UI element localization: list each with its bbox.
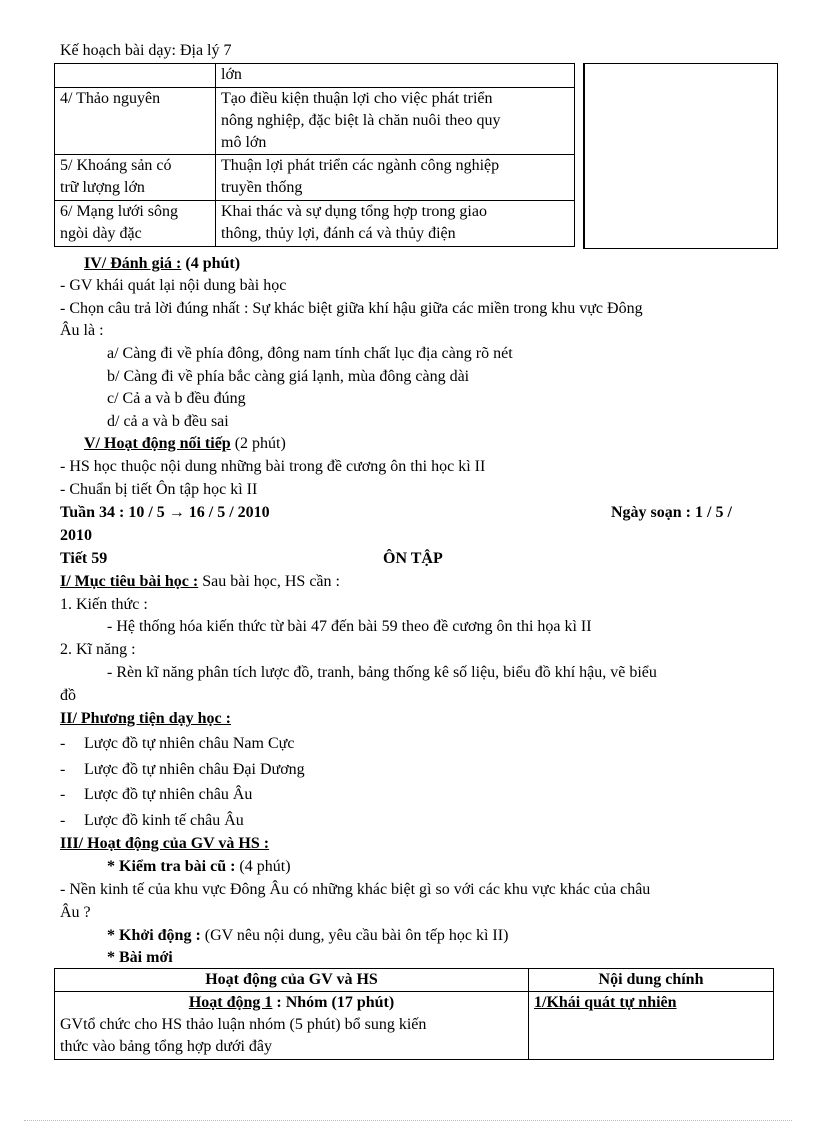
list-item: - Lược đồ tự nhiên châu Đại Dương [60,761,305,778]
table-cell: 4/ Thảo nguyên [55,88,216,155]
page-title: ÔN TẬP [383,550,443,567]
table-row [55,88,575,155]
list-item: - Lược đồ kinh tế châu Âu [60,812,244,829]
text-line: đồ [60,687,76,704]
page-header: Kế hoạch bài dạy: Địa lý 7 [60,42,232,59]
list-item: - Lược đồ tự nhiên châu Âu [60,786,253,803]
activity-table [54,968,774,1060]
period-label: Tiết 59 [60,550,108,567]
section-5-heading: V/ Hoạt động nối tiếp (2 phút) [84,435,286,452]
option-b: b/ Càng đi về phía bắc càng giá lạnh, mùa đông càng dài [107,368,470,385]
section-1-heading: I/ Mục tiêu bài học : Sau bài học, HS cần : [60,573,340,590]
table-cell: 6/ Mạng lưới sông ngòi dày đặc [55,201,216,247]
table-cell: Thuận lợi phát triển các ngành công nghiệp truyền thống [216,155,575,201]
new-lesson-label: * Bài mới [107,949,173,966]
option-d: d/ cả a và b đều sai [107,413,229,430]
table-cell: 1/Khái quát tự nhiên [529,992,774,1060]
text-line: - HS học thuộc nội dung những bài trong đề cương ôn thi học kì II [60,458,486,475]
year-line: 2010 [60,527,92,544]
page-bottom-border [24,1120,792,1121]
list-item: - Lược đồ tự nhiên châu Nam Cực [60,735,295,752]
text-line: - GV khái quát lại nội dung bài học [60,277,287,294]
section-4-heading: IV/ Đánh giá : (4 phút) [84,255,241,272]
top-table [54,63,575,247]
table-cell: 5/ Khoáng sản có trữ lượng lớn [55,155,216,201]
option-a: a/ Càng đi về phía đông, đông nam tính chất lục địa càng rõ nét [107,345,513,362]
text-line: - Chuẩn bị tiết Ôn tập học kì II [60,481,258,498]
section-3-heading: III/ Hoạt động của GV và HS : [60,835,270,852]
start-line: * Khởi động : (GV nêu nội dung, yêu cầu bài ôn tếp học kì II) [107,927,509,944]
table-row [55,201,575,247]
text-line: - Hệ thống hóa kiến thức từ bài 47 đến bài 59 theo đề cương ôn thi họa kì II [107,618,592,635]
section-2-heading: II/ Phương tiện dạy học : [60,710,231,727]
table-row [55,155,575,201]
text-line: 1. Kiến thức : [60,596,148,613]
text-line: Âu ? [60,904,91,921]
column-header: Hoạt động của GV và HS [55,969,529,992]
text-line: - Chọn câu trả lời đúng nhất : Sự khác biệt giữa khí hậu giữa các miền trong khu vực Đông [60,300,643,317]
table-cell: lớn [216,64,575,88]
table-row [55,992,774,1060]
check-line: * Kiểm tra bài cũ : (4 phút) [107,858,291,875]
right-column-box [583,63,778,249]
table-header-row [55,969,774,992]
table-cell: Tạo điều kiện thuận lợi cho việc phát triển nông nghiệp, đặc biệt là chăn nuôi theo quy mô lớn [216,88,575,155]
text-line: - Nền kinh tế của khu vực Đông Âu có những khác biệt gì so với các khu vực khác của châu [60,881,651,898]
text-line: - Rèn kĩ năng phân tích lược đồ, tranh, bảng thống kê số liệu, biểu đồ khí hậu, vẽ biểu [107,664,657,681]
text-line: Âu là : [60,322,104,339]
table-row [55,64,575,88]
column-header: Nội dung chính [529,969,774,992]
text-line: 2. Kĩ năng : [60,641,136,658]
week-line: Tuần 34 : 10 / 5 → 16 / 5 / 2010 [60,504,270,521]
table-cell [55,64,216,88]
table-cell: Hoạt động 1 : Nhóm (17 phút) GVtổ chức cho HS thảo luận nhóm (5 phút) bổ sung kiến thức vào bảng tổng hợp dưới đây [55,992,529,1060]
table-cell: Khai thác và sự dụng tổng hợp trong giao thông, thủy lợi, đánh cá và thủy điện [216,201,575,247]
option-c: c/ Cả a và b đều đúng [107,390,246,407]
date-line: Ngày soạn : 1 / 5 / [611,504,732,521]
